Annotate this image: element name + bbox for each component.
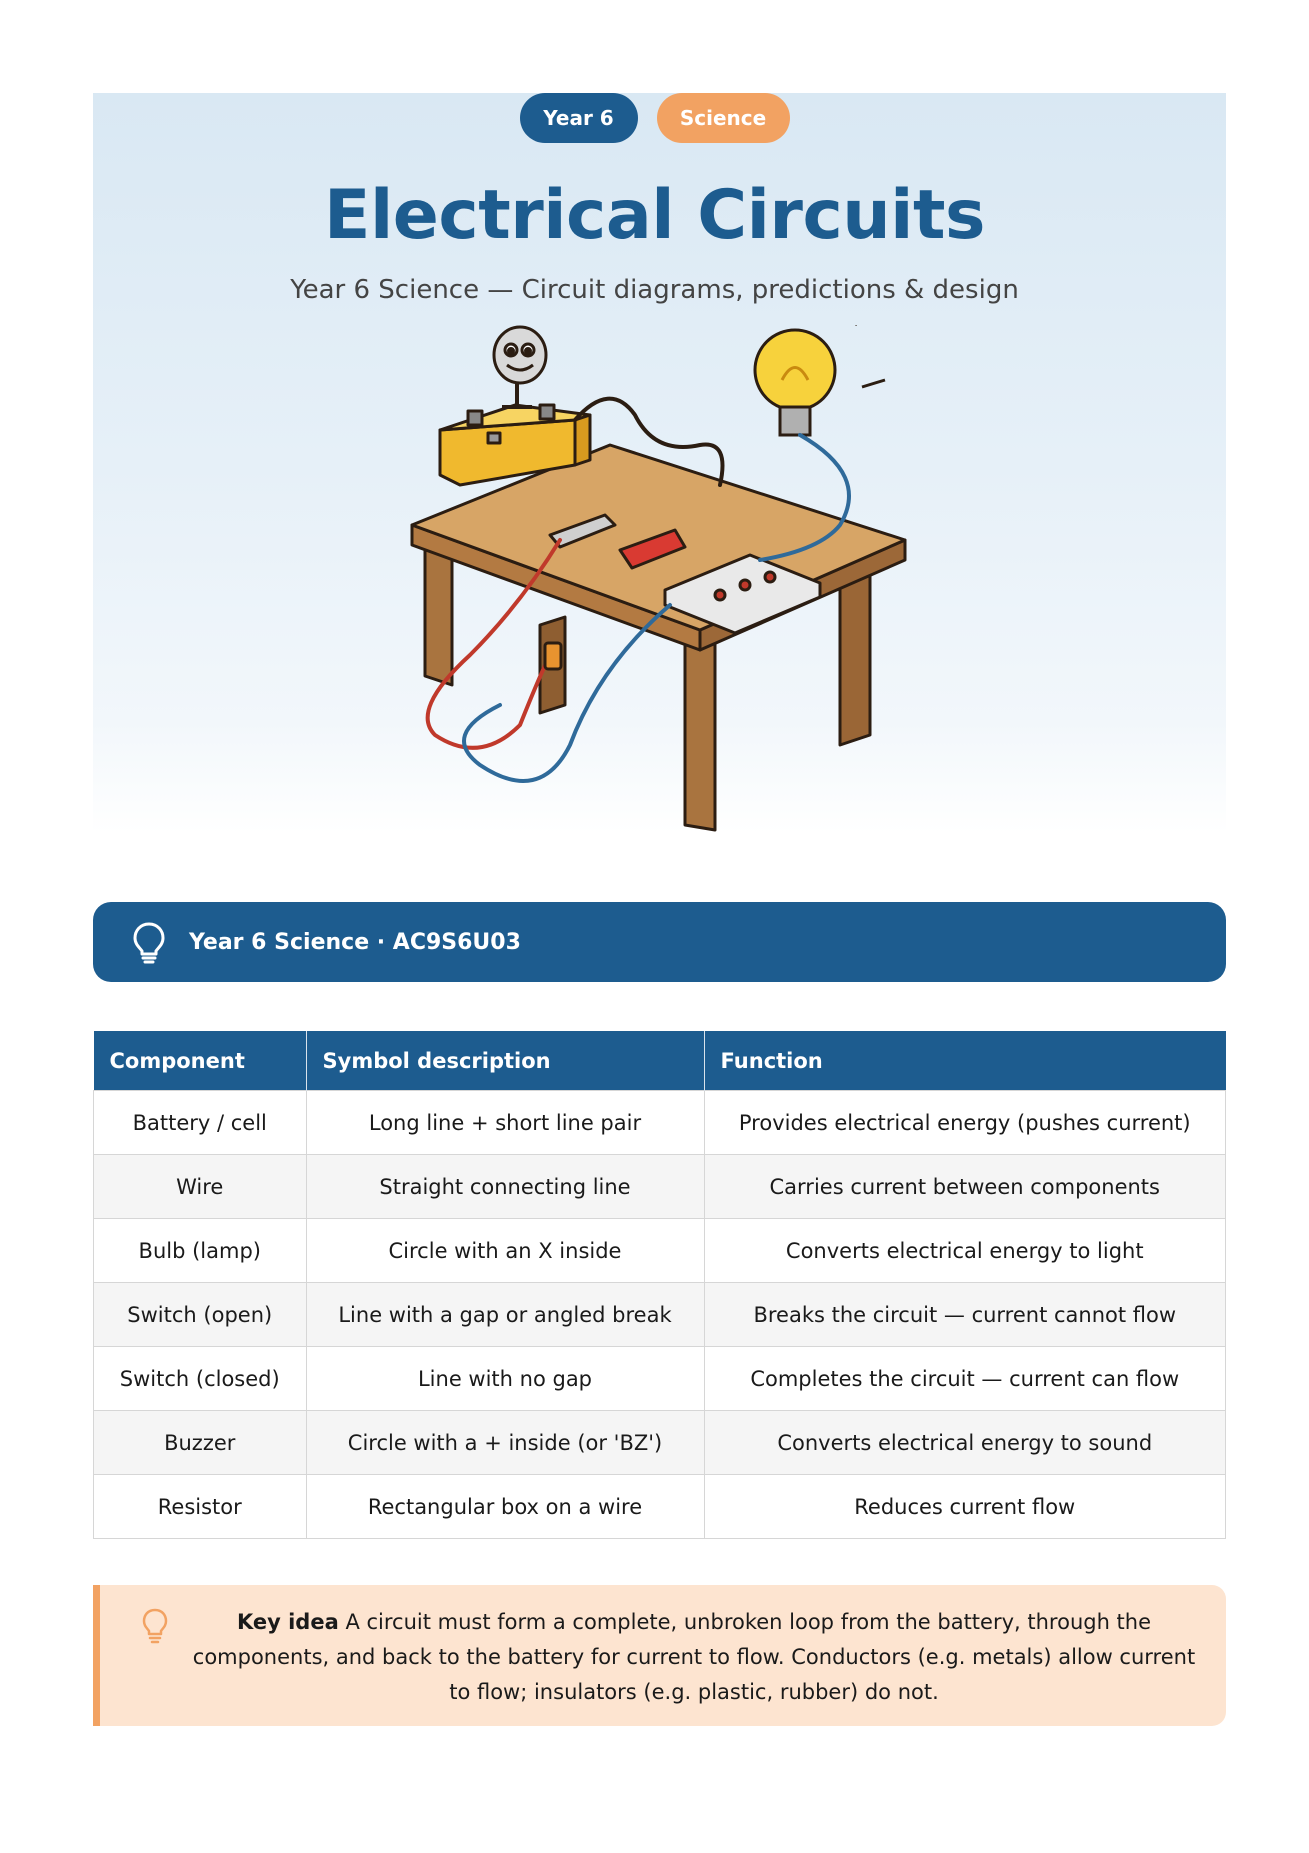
cell-function: Breaks the circuit — current cannot flow (704, 1283, 1226, 1347)
cell-symbol: Line with no gap (306, 1347, 704, 1411)
table-row (94, 1155, 1226, 1219)
circuit-table-illustration (400, 325, 920, 835)
cell-symbol: Line with a gap or angled break (306, 1283, 704, 1347)
lightbulb-icon (129, 920, 169, 964)
page-subtitle: Year 6 Science — Circuit diagrams, predictions & design (290, 275, 1019, 305)
cell-function: Converts electrical energy to sound (704, 1411, 1226, 1475)
cell-symbol: Rectangular box on a wire (306, 1475, 704, 1539)
cell-function: Provides electrical energy (pushes current) (704, 1091, 1226, 1155)
cell-symbol: Circle with a + inside (or 'BZ') (306, 1411, 704, 1475)
cell-function: Carries current between components (704, 1155, 1226, 1219)
cell-component: Resistor (94, 1475, 307, 1539)
key-idea-label: Key idea (236, 1610, 339, 1634)
header-component: Component (94, 1031, 307, 1091)
curriculum-code: Year 6 Science · AC9S6U03 (189, 929, 521, 955)
key-idea-text (190, 1605, 1198, 1710)
table-header-row (94, 1031, 1226, 1091)
cell-symbol: Circle with an X inside (306, 1219, 704, 1283)
header-function: Function (704, 1031, 1226, 1091)
subject-pill: Science (657, 93, 790, 143)
year-pill: Year 6 (520, 93, 638, 143)
cell-symbol: Straight connecting line (306, 1155, 704, 1219)
table-row (94, 1091, 1226, 1155)
curriculum-banner (93, 902, 1226, 982)
cell-function: Completes the circuit — current can flow (704, 1347, 1226, 1411)
key-idea-callout (93, 1585, 1226, 1726)
header-symbol: Symbol description (306, 1031, 704, 1091)
cell-component: Wire (94, 1155, 307, 1219)
table-row (94, 1411, 1226, 1475)
table-row (94, 1283, 1226, 1347)
cell-function: Converts electrical energy to light (704, 1219, 1226, 1283)
lightbulb-icon (140, 1607, 170, 1645)
table-row (94, 1475, 1226, 1539)
page-title: Electrical Circuits (324, 176, 985, 255)
table-row (94, 1219, 1226, 1283)
tag-pills (0, 93, 1309, 143)
table-row (94, 1347, 1226, 1411)
cell-component: Buzzer (94, 1411, 307, 1475)
component-table (93, 1031, 1226, 1539)
cell-component: Switch (closed) (94, 1347, 307, 1411)
cell-component: Switch (open) (94, 1283, 307, 1347)
cell-function: Reduces current flow (704, 1475, 1226, 1539)
cell-component: Battery / cell (94, 1091, 307, 1155)
key-idea-body: A circuit must form a complete, unbroken loop from the battery, through the components, and back to the battery for current to flow. Conductors (e.g. metals) allow current to flow; insulators (e.g. plastic, rubber) do not. (192, 1610, 1196, 1704)
cell-symbol: Long line + short line pair (306, 1091, 704, 1155)
cell-component: Bulb (lamp) (94, 1219, 307, 1283)
